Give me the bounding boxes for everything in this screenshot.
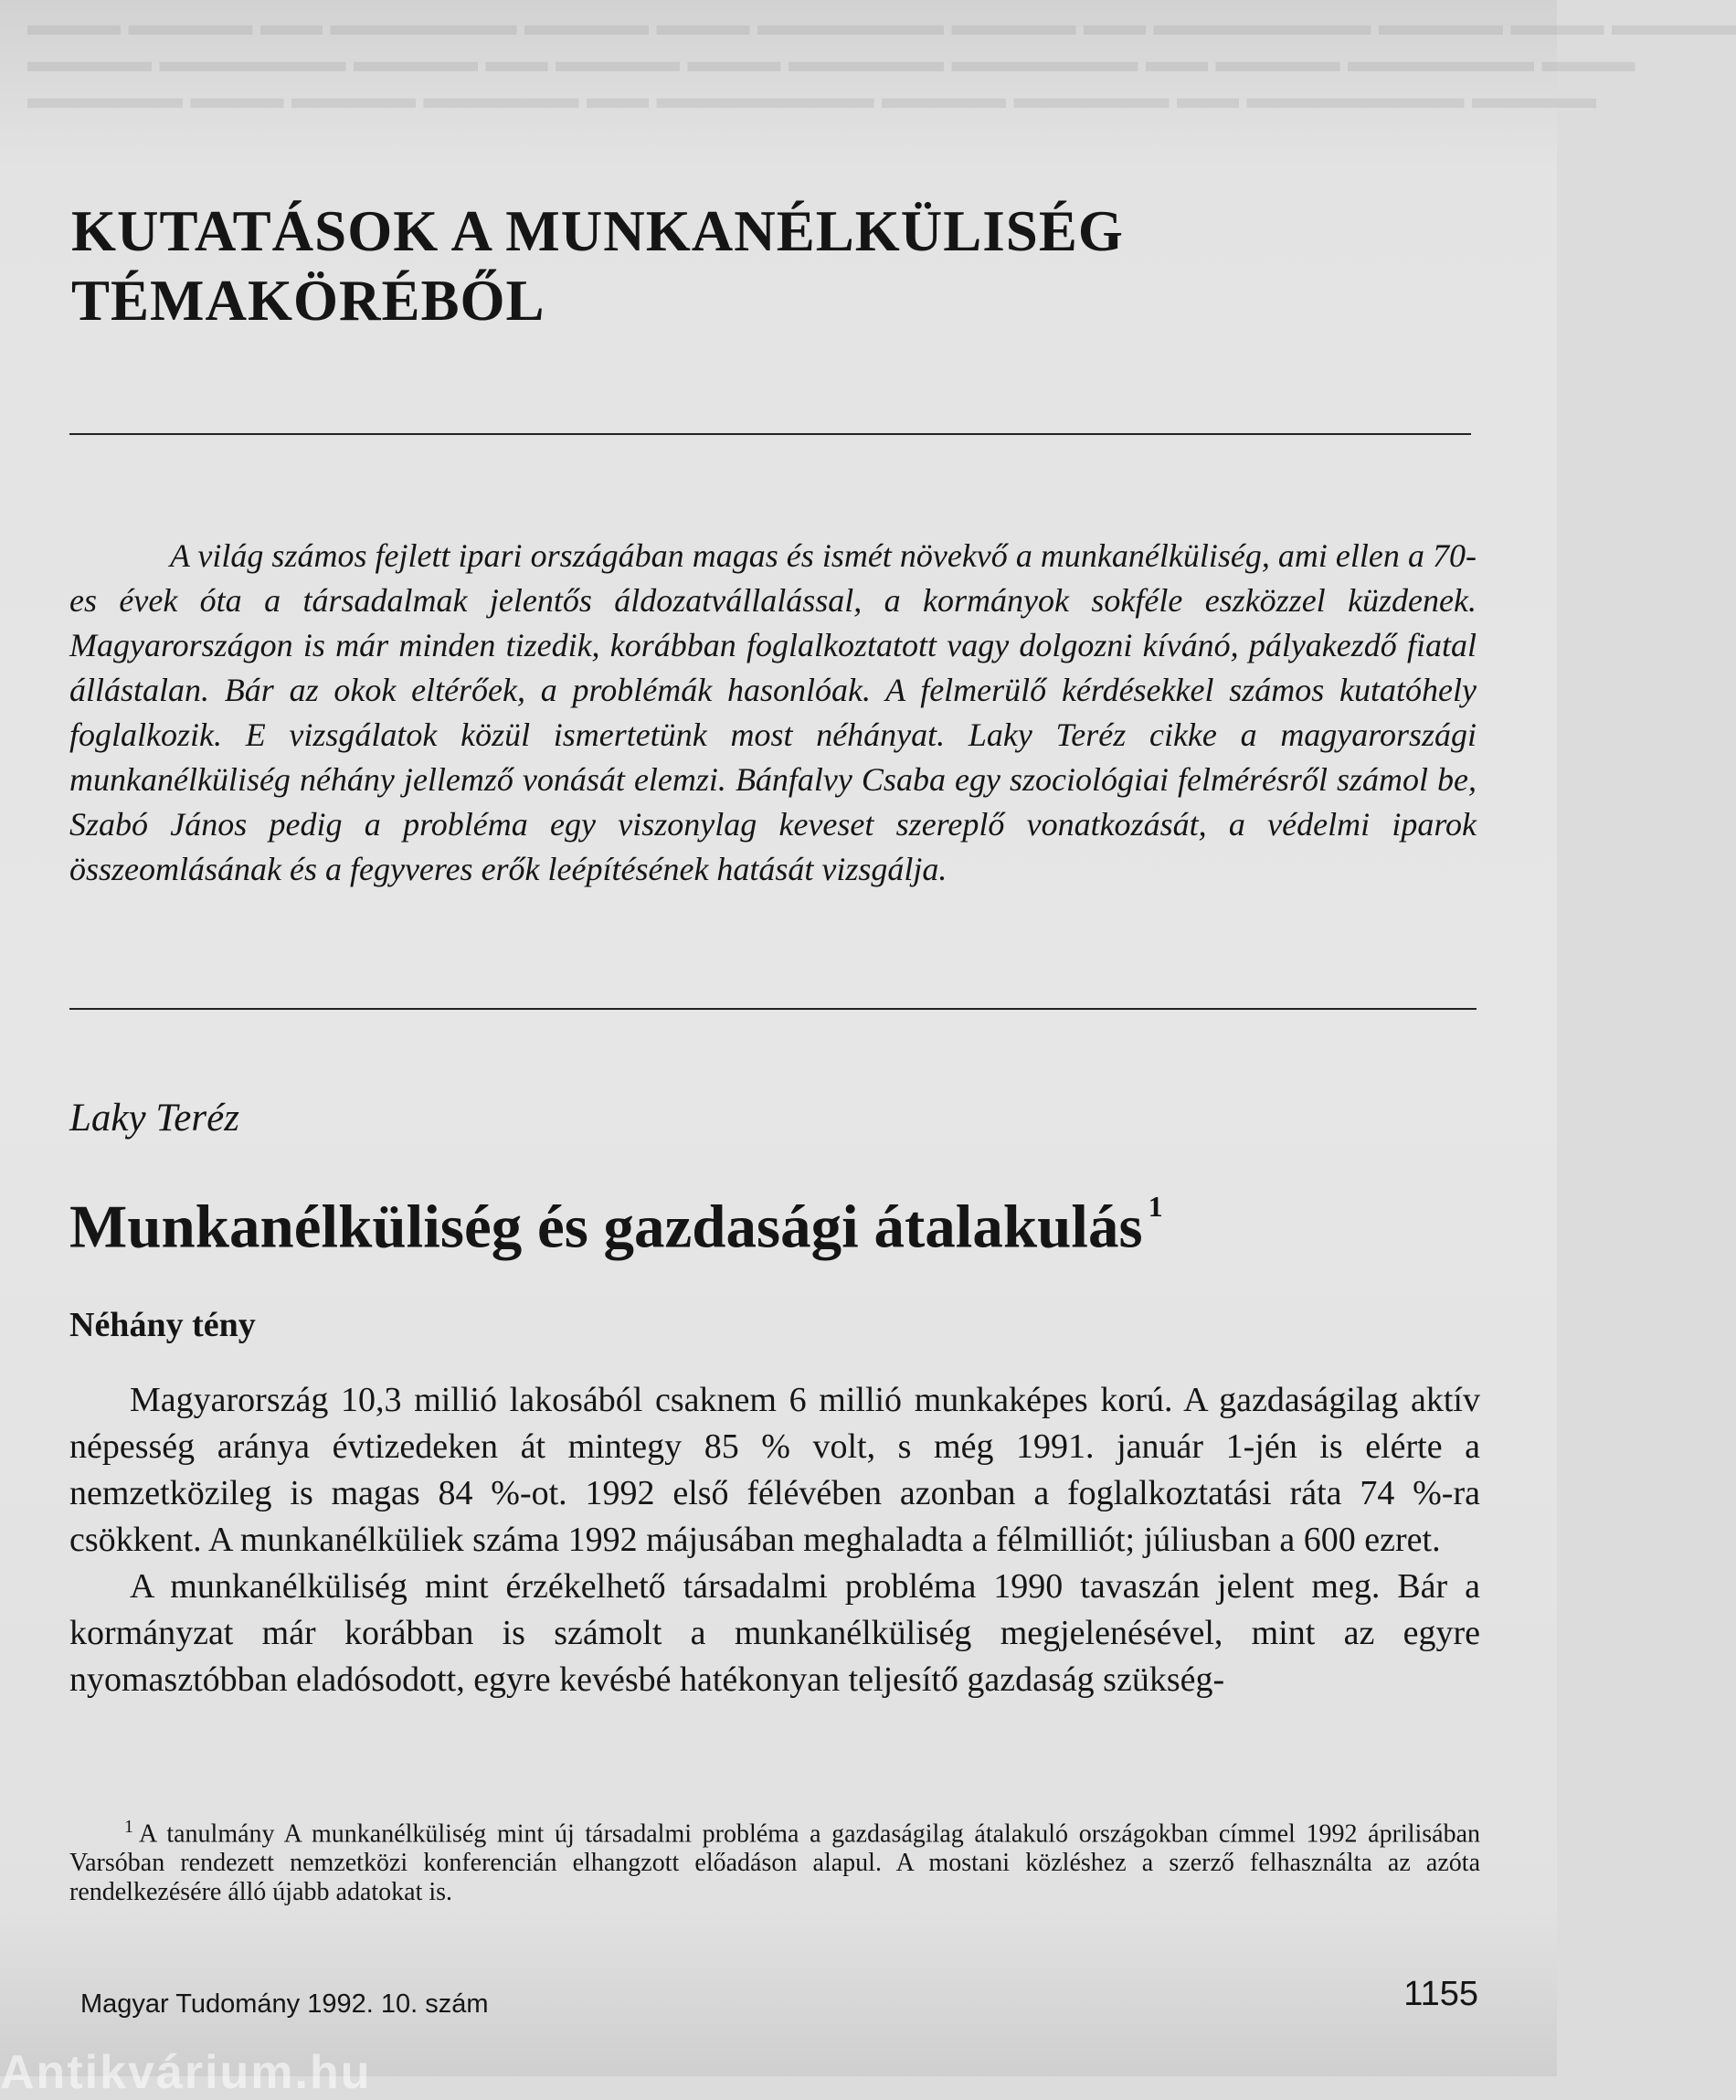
footnote-mark: 1 [124, 1817, 133, 1837]
footnote-text: A tanulmány A munkanélküliség mint új társadalmi probléma a gazdaságilag átalakuló országokban címmel 1992 áprilisában Varsóban rendezett nemzetközi konferencián elhangzott előadáson alapul. A mostani közléshez a szerző felhasználta az azóta rendelkezésére álló újabb adatokat is. [69, 1819, 1480, 1907]
page-number: 1155 [1403, 1975, 1478, 2013]
watermark: Antikvárium.hu [0, 2046, 372, 2099]
bottom-divider [69, 1008, 1477, 1010]
bleed-through-text: ▬▬▬ ▬▬▬▬ ▬▬ ▬▬▬▬▬▬ ▬▬▬▬ ▬▬▬ ▬▬▬▬▬▬ ▬▬▬▬ ▬▬ ▬▬▬▬▬▬▬ ▬▬▬▬ ▬▬▬ ▬▬▬▬ ▬▬▬▬ ▬▬▬▬▬▬ ▬▬▬▬ ▬▬ ▬▬▬▬ ▬▬▬ ▬▬▬▬▬ ▬▬▬▬▬▬ ▬▬ ▬▬▬▬ ▬▬▬▬▬▬ ▬▬▬ ▬▬▬▬▬ ▬▬▬ ▬▬▬▬ ▬▬▬▬▬ ▬▬ ▬▬▬▬▬▬▬ ▬▬▬▬ ▬▬▬▬▬ ▬▬ ▬▬▬▬▬▬▬ ▬▬▬▬ [27, 8, 1736, 115]
top-divider [69, 433, 1471, 435]
footnote [69, 1812, 1480, 1907]
article-author: Laky Teréz [69, 1097, 239, 1140]
section-title: KUTATÁSOK A MUNKANÉLKÜLISÉG TÉMAKÖRÉBŐL [71, 199, 1124, 333]
article-body [69, 1377, 1480, 1703]
article-title-text: Munkanélküliség és gazdasági átalakulás [69, 1193, 1143, 1261]
abstract: A világ számos fejlett ipari országában magas és ismét növekvő a munkanélküliség, ami ellen a 70-es évek óta a társadalmak jelentős áldozatvállalással, a kormányok sokféle eszközzel küzdenek. Magyarországon is már minden tizedik, korábban foglalkoztatott vagy dolgozni kívánó, pályakezdő fiatal állástalan. Bár az okok eltérőek, a problémák hasonlóak. A felmerülő kérdésekkel számos kutatóhely foglalkozik. E vizsgálatok közül ismertetünk most néhányat. Laky Teréz cikke a magyarországi munkanélküliség néhány jellemző vonását elemzi. Bánfalvy Csaba egy szociológiai felmérésről számol be, Szabó János pedig a probléma egy viszonylag keveset szereplő vonatkozását, a védelmi iparok összeomlásának és a fegyveres erők leépítésének hatását vizsgálja. [69, 537, 1477, 887]
body-paragraph: A munkanélküliség mint érzékelhető társadalmi probléma 1990 tavaszán jelent meg. Bár a kormányzat már korábban is számolt a munkanélküliség megjelenésével, mint az egyre nyomasztóbban eladósodott, egyre kevésbé hatékonyan teljesítő gazdaság szükség- [69, 1567, 1480, 1699]
body-paragraph: Magyarország 10,3 millió lakosából csaknem 6 millió munkaképes korú. A gazdaságilag aktív népesség aránya évtizedeken át mintegy 85 % volt, s még 1991. január 1-jén is elérte a nemzetközileg is magas 84 %-ot. 1992 első félévében azonban a foglalkoztatási ráta 74 %-ra csökkent. A munkanélküliek száma 1992 májusában meghaladta a félmilliót; júliusban a 600 ezret. [69, 1381, 1480, 1559]
journal-footer: Magyar Tudomány 1992. 10. szám [80, 1989, 489, 2019]
section-subheading: Néhány tény [69, 1306, 256, 1344]
article-title [69, 1177, 1495, 1265]
footnote-reference[interactable]: 1 [1148, 1190, 1163, 1223]
